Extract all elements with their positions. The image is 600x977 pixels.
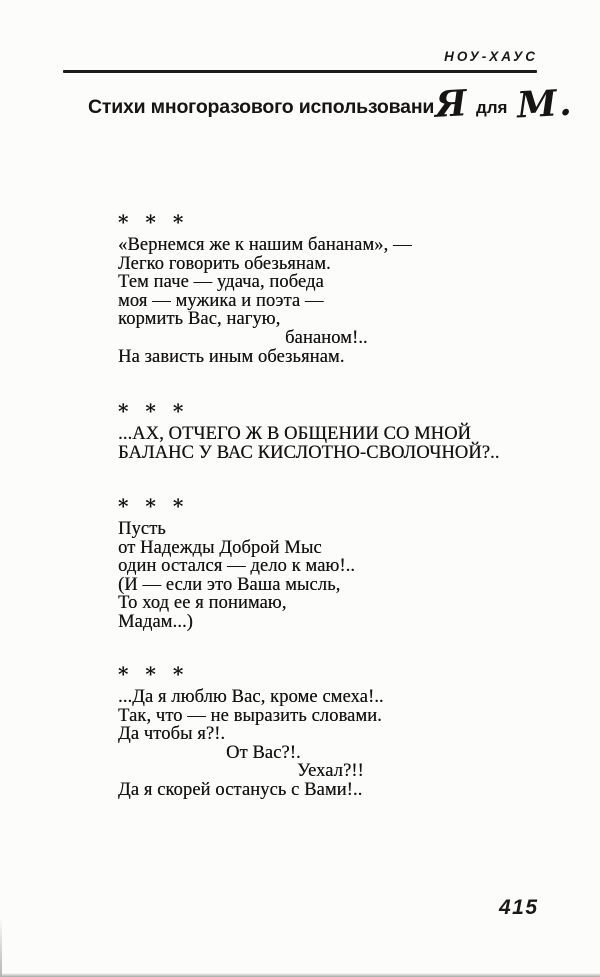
poem-line: Тем паче — удача, победа bbox=[118, 272, 324, 293]
poem-line: Мадам...) bbox=[118, 611, 193, 632]
poem-line: (И — если это Ваша мысль, bbox=[118, 574, 341, 595]
poem-line: ...Да я люблю Вас, кроме смеха!.. bbox=[118, 687, 384, 707]
poem-separator: * * * bbox=[118, 494, 189, 518]
poem-line: То ход ее я понимаю, bbox=[118, 593, 287, 614]
poem-line: один остался — дело к маю!.. bbox=[118, 556, 356, 577]
poem-line: бананом!.. bbox=[285, 327, 368, 348]
poem-line: от Надежды Доброй Мыс bbox=[118, 537, 322, 558]
poem-line: На зависть иным обезьянам. bbox=[118, 346, 345, 367]
poem-1 bbox=[118, 210, 570, 366]
poem-4 bbox=[118, 662, 570, 800]
running-head: НОУ-ХАУС bbox=[444, 49, 538, 64]
poem-line: Уехал?!! bbox=[297, 761, 364, 782]
scan-left-edge bbox=[0, 917, 2, 977]
poem-line: Пусть bbox=[118, 519, 166, 539]
chapter-title-big-letter-m: М. bbox=[516, 81, 575, 127]
poem-line: Да я скорей останусь с Вами!.. bbox=[118, 779, 363, 800]
poem-line: Да чтобы я?!. bbox=[118, 724, 226, 745]
poem-separator: * * * bbox=[118, 662, 189, 686]
poem-line: «Вернемся же к нашим бананам», — bbox=[118, 235, 412, 255]
poem-line: Так, что — не выразить словами. bbox=[118, 705, 382, 726]
poem-line: БАЛАНС У ВАС КИСЛОТНО-СВОЛОЧНОЙ?.. bbox=[118, 442, 500, 463]
poem-separator: * * * bbox=[118, 210, 189, 234]
page-number: 415 bbox=[499, 896, 539, 919]
poem-line: Легко говорить обезьянам. bbox=[118, 253, 331, 274]
poem-line: ...АХ, ОТЧЕГО Ж В ОБЩЕНИИ СО МНОЙ bbox=[118, 424, 472, 444]
poem-line: моя — мужика и поэта — bbox=[118, 290, 324, 311]
scan-bottom-edge bbox=[0, 973, 600, 977]
chapter-title bbox=[88, 81, 575, 127]
poem-2 bbox=[118, 399, 570, 462]
chapter-title-big-letter-ya: Я bbox=[434, 82, 469, 126]
poem-line: кормить Вас, нагую, bbox=[118, 309, 281, 330]
poem-separator: * * * bbox=[118, 399, 189, 423]
header-rule bbox=[63, 70, 537, 73]
poem-line: От Вас?!. bbox=[226, 742, 301, 763]
chapter-title-connector: для bbox=[475, 98, 508, 117]
poem-3 bbox=[118, 494, 570, 632]
chapter-title-lead: Стихи многоразового использовани bbox=[88, 96, 435, 118]
